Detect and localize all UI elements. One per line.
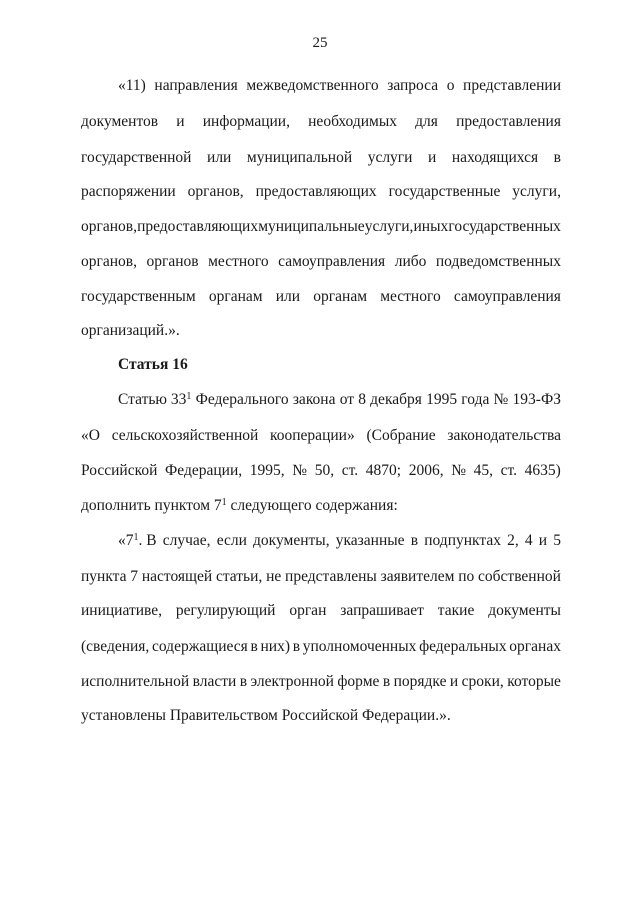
word: 4 [524,532,533,549]
word: направления [154,77,238,94]
para2-last-b: следующего содержания: [226,497,398,514]
word: кооперации» [270,427,355,444]
para2-line-3 [81,461,561,481]
word: предоставления [456,113,561,130]
word: услуги, [364,218,414,235]
word: необходимых [308,113,397,130]
word: от [339,391,355,408]
word: представлены [285,568,377,585]
word: представлении [463,77,561,94]
word: форме [337,673,380,690]
word: декабря [370,391,422,408]
word: в [410,532,419,549]
word: инициативе, [81,602,163,619]
para2-line-1 [118,390,561,410]
word: 4870; [365,462,402,479]
para3-line-2 [81,567,561,587]
para3-line-1-start [118,531,157,551]
word: 1995, [249,462,285,479]
word: 8 [358,391,366,408]
para1-line-1 [118,76,561,96]
para1-line-6 [81,252,561,272]
word: исполнительной [81,673,190,690]
word: 5 [553,532,561,549]
word: орган [289,602,327,619]
word: запроса [387,77,439,94]
word: 4635) [524,462,561,479]
word: статьи, [215,568,263,585]
word: сельскохозяйственной [111,427,259,444]
word: случае, [162,532,211,549]
word: в [553,149,561,166]
word: пункта [81,568,127,585]
word: предоставляющих [137,218,259,235]
word: в [250,638,258,655]
word: и [538,532,548,549]
word: услуги, [512,183,561,200]
word: органов, [187,183,244,200]
word: которые [507,673,561,690]
word: и [428,149,437,166]
para2-article-ref: Статью 33 [118,391,187,408]
word: 50, [314,462,335,479]
para3-item-ref: «7 [118,532,134,549]
word: о [446,77,455,94]
word: (Собрание [366,427,436,444]
word: если [216,532,247,549]
word: и [449,673,459,690]
word: документы, [253,532,330,549]
word: 7 [130,568,139,585]
para2-last-sup: 1 [221,497,227,508]
word: и [176,113,185,130]
word: предоставляющих [255,183,377,200]
para3-line-3 [81,601,561,621]
para1-line-5 [81,217,561,237]
page-number: 25 [312,35,328,51]
word: межведомственного [246,77,379,94]
word: информации, [202,113,290,130]
word: услуги [367,149,413,166]
word: органов [146,253,199,270]
word: муниципальные [258,218,365,235]
word: или [275,288,301,305]
word: либо [394,253,427,270]
para3-first-word: . В [138,532,157,549]
word: «11) [118,77,146,94]
para2-line-4 [81,496,561,516]
word: в [239,673,248,690]
word: подведомственных [435,253,561,270]
word: государственных [448,218,561,235]
word: 45, [473,462,494,479]
word: документов [81,113,159,130]
word: местного [208,253,269,270]
word: иных [413,218,449,235]
word: документы [488,602,561,619]
word: Российской [81,462,158,479]
word: муниципальной [246,149,353,166]
word: самоуправления [453,288,561,305]
para3-line-5 [81,672,561,692]
word: № [493,391,509,408]
word: распоряжении [81,183,176,200]
word: государственной [81,149,192,166]
para3-line-6: установлены Правительством Российской Федерации.». [81,707,451,724]
para2-last-a: дополнить пунктом 7 [81,497,222,514]
word: ст. [500,462,518,479]
para3-item-sup: 1 [133,532,139,543]
word: 1995 [426,391,458,408]
word: № [292,462,308,479]
word: Федерального [195,391,289,408]
word: власти [192,673,237,690]
word: органам [208,288,263,305]
word: такие [437,602,475,619]
word: местного [380,288,441,305]
word: 2006, [408,462,444,479]
word: них) [260,638,291,655]
word: законодательства [447,427,561,444]
para3-line-1 [118,531,561,551]
para1-line-2 [81,112,561,132]
word: № [451,462,466,479]
word: по [458,568,475,585]
word: 193-ФЗ [512,391,561,408]
para1-line-4 [81,182,561,202]
word: Федерации, [165,462,243,479]
word: порядке [393,673,447,690]
word: заявителем [380,568,455,585]
word: собственной [478,568,561,585]
word: органов, [81,218,137,235]
word: находящихся [451,149,539,166]
word: для [415,113,438,130]
word: в [382,673,391,690]
word: в [292,638,301,655]
word: органов, [81,253,137,270]
article-heading: Статья 16 [118,356,188,373]
para1-line-3 [81,148,561,168]
word: самоуправления [278,253,386,270]
word: органам [313,288,368,305]
para2-line-1-start [118,390,191,410]
word: закона [292,391,336,408]
word: года [461,391,490,408]
para2-article-sup: 1 [186,391,192,402]
word: запрашивает [340,602,424,619]
para1-line-7 [81,287,561,307]
word: федеральных [419,638,507,655]
word: ст. [341,462,359,479]
word: уполномоченных [302,638,417,655]
word: органах [509,638,561,655]
word: государственным [81,288,196,305]
word: 2, [507,532,519,549]
word: (сведения, [81,638,150,655]
word: регулирующий [175,602,276,619]
word: не [266,568,282,585]
para2-line-2 [81,426,561,446]
word: настоящей [141,568,213,585]
word: содержащиеся [152,638,248,655]
word: «О [81,427,100,444]
word: государственные [388,183,501,200]
word: указанные [335,532,405,549]
para1-line-8: организаций.». [81,322,180,339]
word: электронной [250,673,334,690]
word: сроки, [461,673,504,690]
word: подпунктах [424,532,501,549]
para3-line-4 [81,637,561,657]
word: или [207,149,232,166]
